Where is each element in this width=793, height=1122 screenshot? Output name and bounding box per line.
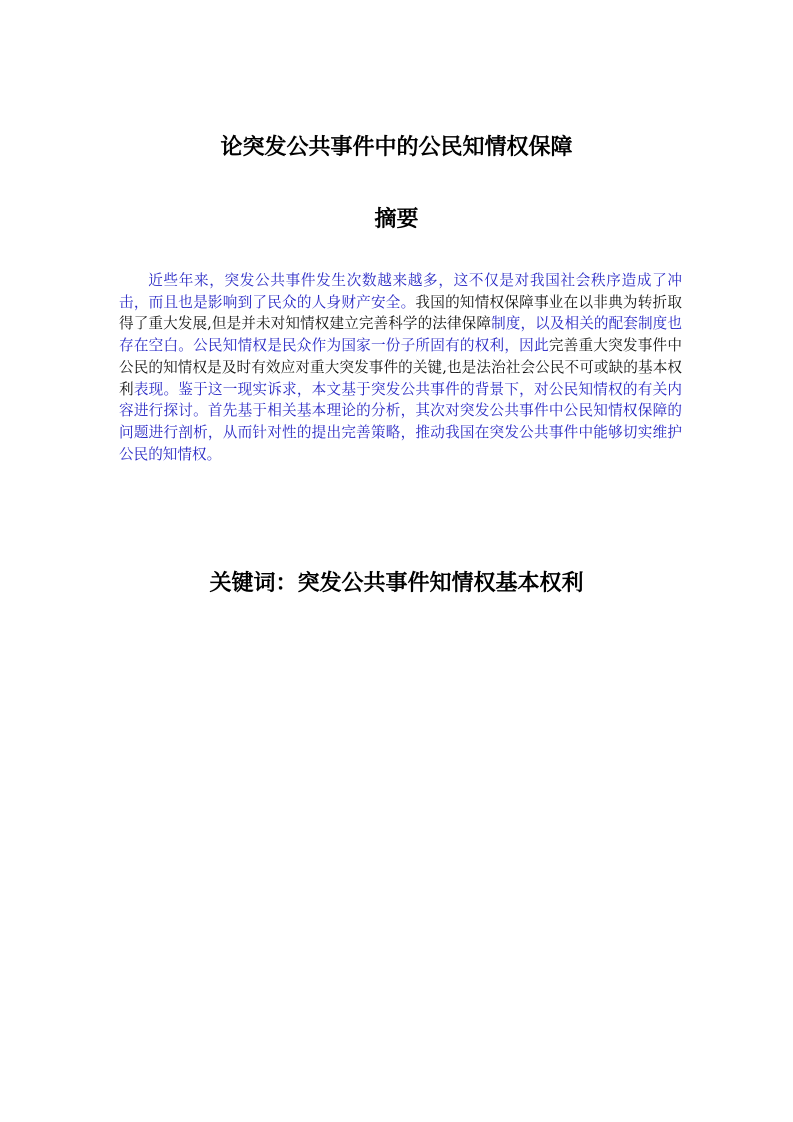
abstract-segment-1: 近些年来，突发公共事件发生次数越来越多，这不仅是对我国社会秩序造成了冲击，而且也是影响到了民众的人身财产安全。 [119,272,682,311]
abstract-segment-2: 我国的知情权保障事业在以非典为转折取得了重大发展,但是并未对知情权建立完善科学的法律保障 [119,293,682,333]
keywords-line: 关键词：突发公共事件知情权基本权利 [209,571,584,596]
document-title: 论突发公共事件中的公民知情权保障 [220,135,573,160]
abstract-segment-4: 完善重大突发事件中公民的知情权是及时有效应对重大突发事件的关键,也是法治社会公民不可或缺的基本权利 [119,337,682,398]
abstract-body [119,270,682,465]
abstract-heading: 摘要 [374,207,419,232]
abstract-segment-3: 制度，以及相关的配套制度也存在空白。公民知情权是民众作为国家一份子所固有的权利，因此 [119,315,682,355]
abstract-segment-5: 表现。鉴于这一现实诉求，本文基于突发公共事件的背景下，对公民知情权的有关内容进行探讨。首先基于相关基本理论的分析，其次对突发公共事件中公民知情权保障的问题进行剖析，从而针对性的提出完善策略，推动我国在突发公共事件中能够切实维护公民的知情权。 [119,380,682,463]
